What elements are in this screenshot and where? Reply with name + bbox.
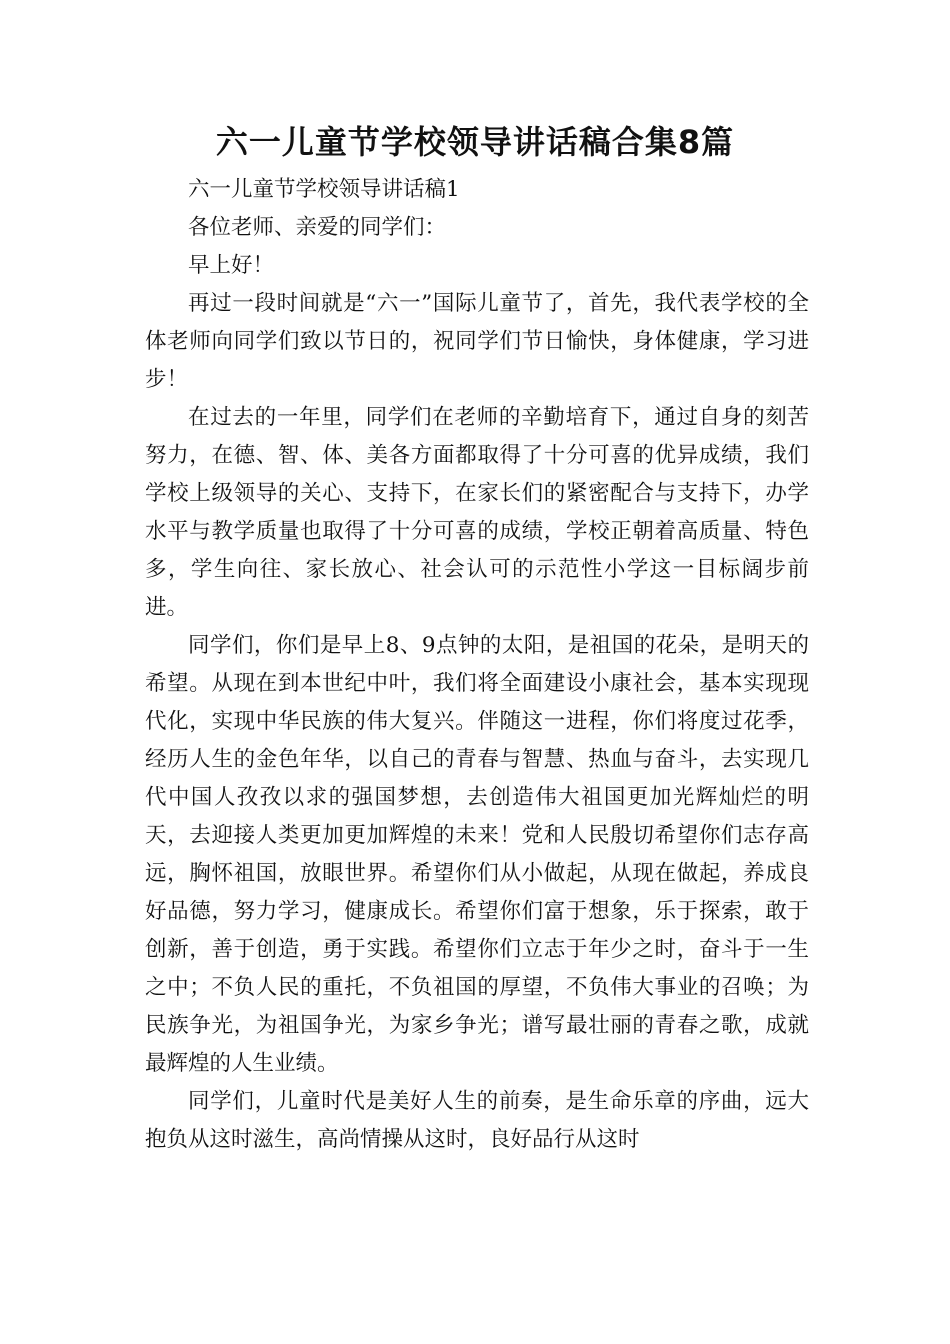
salutation: 各位老师、亲爱的同学们： [188,215,447,240]
body-paragraph: 同学们，儿童时代是美好人生的前奏，是生命乐章的序曲，远大抱负从这时滋生，高尚情操从这时，良好品行从这时 [145,1089,809,1152]
document-body [145,171,809,1159]
document-title: 六一儿童节学校领导讲话稿合集8篇 [215,123,735,161]
speech-heading: 六一儿童节学校领导讲话稿1 [188,177,460,202]
body-paragraph: 在过去的一年里，同学们在老师的辛勤培育下，通过自身的刻苦努力，在德、智、体、美各方面都取得了十分可喜的优异成绩，我们学校上级领导的关心、支持下，在家长们的紧密配合与支持下，办学水平与教学质量也取得了十分可喜的成绩，学校正朝着高质量、特色多，学生向往、家长放心、社会认可的示范性小学这一目标阔步前进。 [145,405,809,620]
body-paragraph: 同学们，你们是早上8、9点钟的太阳，是祖国的花朵，是明天的希望。从现在到本世纪中叶，我们将全面建设小康社会，基本实现现代化，实现中华民族的伟大复兴。伴随这一进程，你们将度过花季，经历人生的金色年华，以自己的青春与智慧、热血与奋斗，去实现几代中国人孜孜以求的强国梦想，去创造伟大祖国更加光辉灿烂的明天，去迎接人类更加更加辉煌的未来！党和人民殷切希望你们志存高远，胸怀祖国，放眼世界。希望你们从小做起，从现在做起，养成良好品德，努力学习，健康成长。希望你们富于想象，乐于探索，敢于创新，善于创造，勇于实践。希望你们立志于年少之时，奋斗于一生之中；不负人民的重托，不负祖国的厚望，不负伟大事业的召唤；为民族争光，为祖国争光，为家乡争光；谱写最壮丽的青春之歌，成就最辉煌的人生业绩。 [145,633,809,1076]
body-paragraph: 再过一段时间就是“六一”国际儿童节了，首先，我代表学校的全体老师向同学们致以节日的，祝同学们节日愉快，身体健康，学习进步！ [145,291,809,392]
greeting: 早上好！ [188,253,275,278]
